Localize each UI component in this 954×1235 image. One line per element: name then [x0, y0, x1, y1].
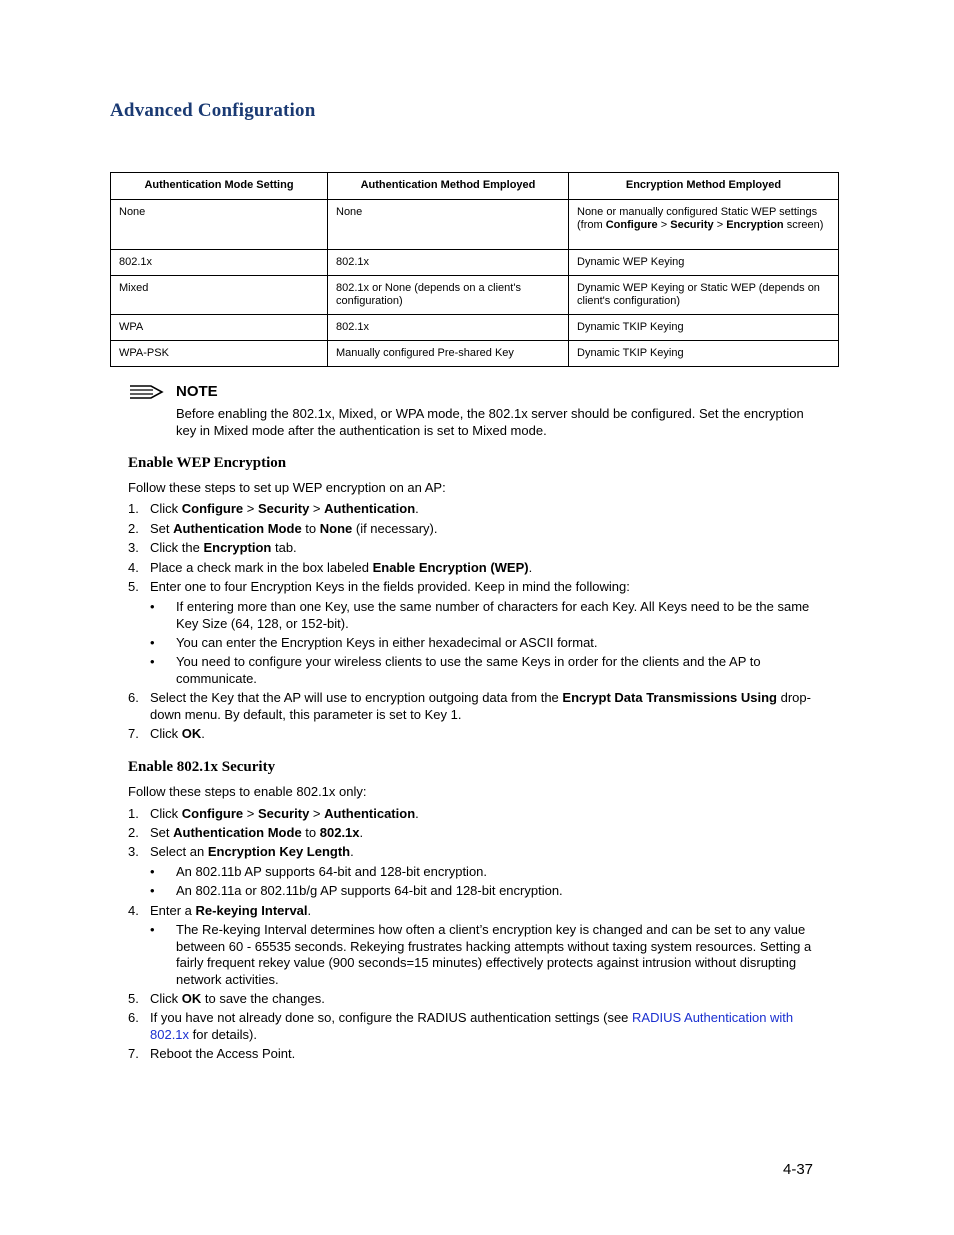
table-cell: Mixed [111, 276, 328, 315]
step-number: 7. [128, 726, 139, 741]
cell-bold: Configure [605, 219, 658, 231]
table-cell: WPA [111, 315, 328, 341]
bullet-dot: • [150, 883, 155, 898]
step-text: . [201, 726, 205, 741]
note-label: NOTE [176, 383, 218, 400]
step-text: Enter a [150, 903, 196, 918]
step-number: 4. [128, 560, 139, 575]
page-number: 4-37 [783, 1161, 814, 1178]
step-text: Click [150, 991, 182, 1006]
table-cell [569, 200, 839, 250]
step-number: 6. [128, 1010, 139, 1025]
step-text: to [301, 521, 320, 536]
step-number: 2. [128, 825, 139, 840]
step-bold: Security [258, 806, 310, 821]
step-text: tab. [271, 540, 297, 555]
step-bold: Authentication [324, 501, 416, 516]
bullet-dot: • [150, 654, 155, 669]
step-text: to [301, 825, 320, 840]
step-text: for details). [189, 1026, 257, 1042]
table-cell: None [111, 200, 328, 250]
step-number: 5. [128, 579, 139, 594]
step-text: If you have not already done so, configure the RADIUS authentication settings (see [150, 1010, 633, 1025]
cell-text: > [657, 219, 671, 231]
step-number: 4. [128, 903, 139, 918]
step-text: Set [150, 521, 174, 536]
column-header: Authentication Method Employed [328, 173, 569, 200]
step-text: Select the Key that the AP will use to encryption outgoing data from the [150, 690, 563, 705]
step-text: (if necessary). [352, 521, 438, 536]
step-bold: Configure [181, 501, 244, 516]
column-header: Encryption Method Employed [569, 173, 839, 200]
step-bold: Authentication [324, 806, 416, 821]
step-text: Reboot the Access Point. [150, 1046, 296, 1061]
step-text: Place a check mark in the box labeled [150, 560, 373, 575]
bullet-text: An 802.11a or 802.11b/g AP supports 64-bit and 128-bit encryption. [176, 883, 563, 898]
step-number: 3. [128, 844, 139, 859]
table-cell: 802.1x [328, 250, 569, 276]
note-text: Before enabling the 802.1x, Mixed, or WPA mode, the 802.1x server should be configured. Set the encryption key in Mixed mode after the authentication is set to Mixed mode. [176, 406, 804, 438]
table-cell: None [328, 200, 569, 250]
step-text: Click [150, 501, 182, 516]
step-bold: Enable Encryption (WEP) [372, 560, 529, 575]
cell-text: > [713, 219, 727, 231]
table-row [111, 315, 839, 341]
cell-bold: Encryption [726, 219, 784, 231]
bullet-dot: • [150, 599, 155, 614]
step-number: 7. [128, 1046, 139, 1061]
bullet-dot: • [150, 864, 155, 879]
bullet-dot: • [150, 635, 155, 650]
bullet-text: The Re-keying Interval determines how often a client’s encryption key is changed and can be set to any value between 60 - 65535 seconds. Rekeying frustrates hacking attempts without taxing system resources. Setting a fairly frequent rekey value (900 seconds=15 minutes) effectively protects against intrusion without disrupting network activities. [176, 922, 812, 987]
column-header: Authentication Mode Setting [111, 173, 328, 200]
bullet-text: You need to configure your wireless clients to use the same Keys in order for the clients and the AP to communicate. [176, 654, 761, 686]
step-bold: Encrypt Data Transmissions Using [562, 690, 777, 705]
note-pen-icon [129, 383, 165, 401]
step-number: 1. [128, 501, 139, 516]
step-bold: Authentication Mode [173, 521, 302, 536]
authentication-table [110, 172, 839, 367]
step-text: > [243, 501, 258, 516]
step-text: . [307, 903, 312, 918]
step-text: Click [150, 726, 182, 741]
step-bold: None [319, 521, 353, 536]
step-number: 1. [128, 806, 139, 821]
step-text: to save the changes. [201, 991, 325, 1006]
step-text: . [350, 844, 354, 859]
cell-text: screen) [783, 219, 824, 231]
table-cell: 802.1x [111, 250, 328, 276]
table-row [111, 200, 839, 250]
step-text: > [243, 806, 258, 821]
table-cell: Dynamic WEP Keying [569, 250, 839, 276]
table-cell: Dynamic WEP Keying or Static WEP (depends on client's configuration) [569, 276, 839, 315]
step-text: . [359, 825, 364, 840]
step-text: Set [150, 825, 174, 840]
step-bold: Configure [181, 806, 244, 821]
step-bold: 802.1x [319, 825, 360, 840]
step-number: 2. [128, 521, 139, 536]
table-cell: Dynamic TKIP Keying [569, 315, 839, 341]
page-title: Advanced Configuration [110, 100, 316, 121]
table-cell: Manually configured Pre-shared Key [328, 341, 569, 367]
step-text: > [309, 501, 325, 516]
step-text: Click the [150, 540, 204, 555]
step-text: . [415, 806, 419, 821]
step-number: 5. [128, 991, 139, 1006]
table-cell: 802.1x [328, 315, 569, 341]
step-text: . [528, 560, 533, 575]
step-bold: Authentication Mode [173, 825, 302, 840]
bullet-text: You can enter the Encryption Keys in either hexadecimal or ASCII format. [176, 635, 598, 650]
dot1x-intro: Follow these steps to enable 802.1x only: [128, 784, 367, 799]
cell-bold: Security [670, 219, 714, 231]
table-cell: Dynamic TKIP Keying [569, 341, 839, 367]
step-bold: Encryption [203, 540, 272, 555]
step-bold: Re-keying Interval [195, 903, 308, 918]
table-cell: 802.1x or None (depends on a client's configuration) [328, 276, 569, 315]
cell-text: None or manually configured Static WEP settings (from [577, 206, 818, 231]
table-header-row [111, 173, 839, 200]
table-row [111, 250, 839, 276]
step-number: 3. [128, 540, 139, 555]
step-text: drop-down menu. By default, this parameter is set to Key 1. [150, 690, 811, 722]
step-text: Click [150, 806, 182, 821]
wep-intro: Follow these steps to set up WEP encryption on an AP: [128, 480, 446, 495]
step-bold: Security [258, 501, 310, 516]
table-row [111, 276, 839, 315]
table-row [111, 341, 839, 367]
section-heading-8021x: Enable 802.1x Security [128, 759, 276, 775]
table-cell: WPA-PSK [111, 341, 328, 367]
bullet-dot: • [150, 922, 155, 937]
step-text: Select an [150, 844, 208, 859]
section-heading-wep: Enable WEP Encryption [128, 455, 287, 471]
step-bold: OK [181, 726, 202, 741]
step-number: 6. [128, 690, 139, 705]
step-text: > [309, 806, 325, 821]
bullet-text: An 802.11b AP supports 64-bit and 128-bit encryption. [176, 864, 488, 879]
radius-authentication-link[interactable]: RADIUS Authentication with 802.1x [150, 1010, 794, 1042]
bullet-text: If entering more than one Key, use the same number of characters for each Key. All Keys need to be the same Key Size (64, 128, or 152-bit). [176, 599, 810, 631]
step-text: Enter one to four Encryption Keys in the fields provided. Keep in mind the following: [150, 579, 630, 594]
step-bold: OK [181, 991, 202, 1006]
step-text: . [415, 501, 419, 516]
step-bold: Encryption Key Length [207, 844, 351, 859]
